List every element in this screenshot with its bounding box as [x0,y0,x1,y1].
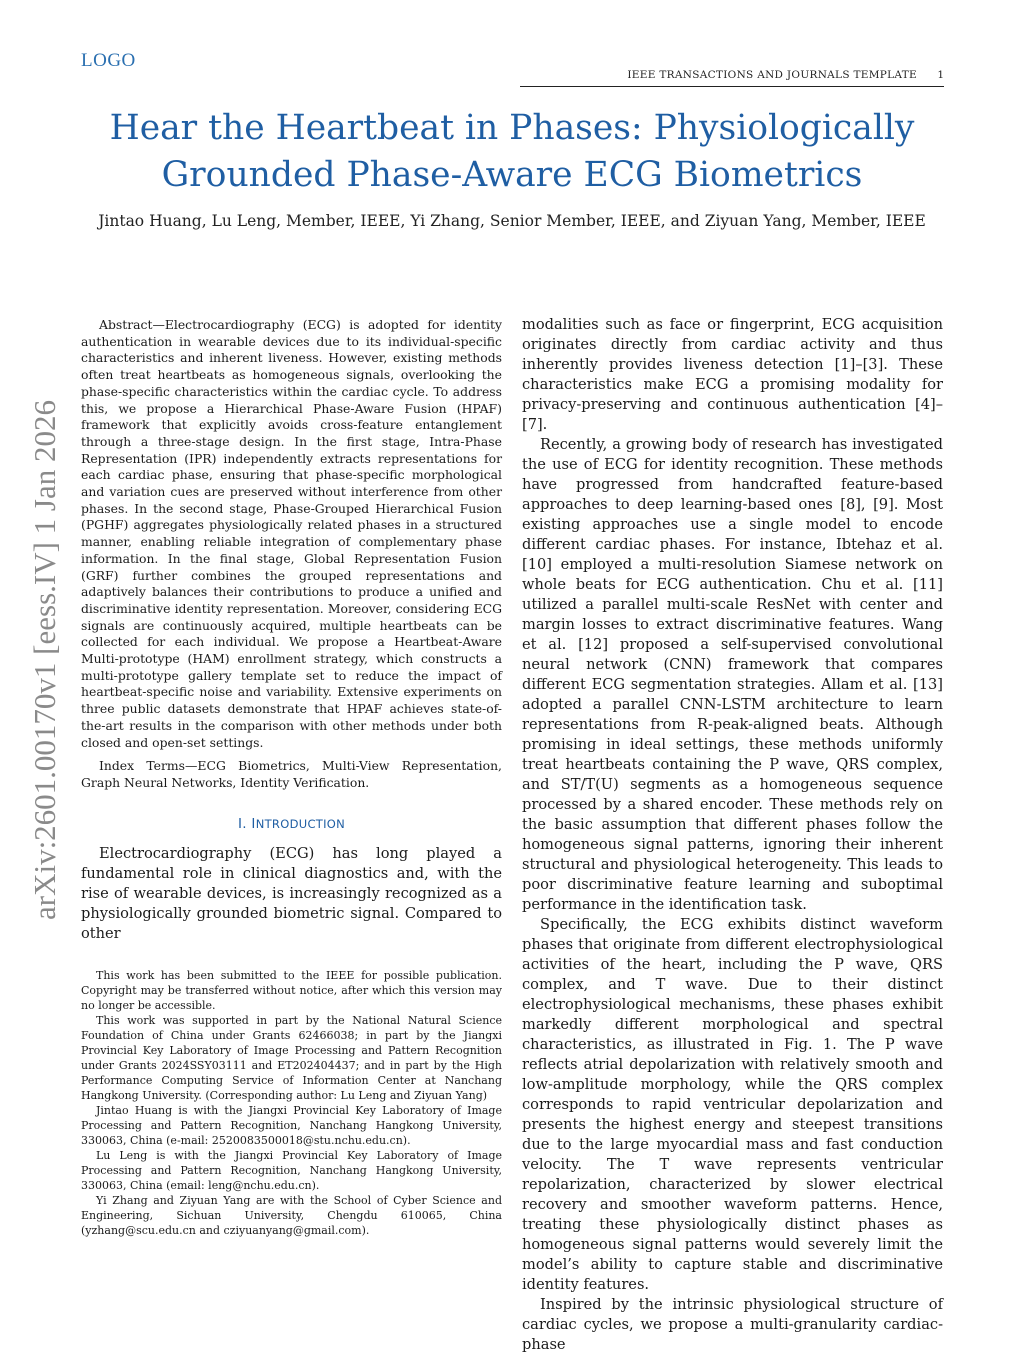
section-title-rest: NTRODUCTION [255,816,346,831]
footnote-author-huang: Jintao Huang is with the Jiangxi Provincial Key Laboratory of Image Processing and Pattern Recognition, Nanchang Hangkong University, 330063, China (e-mail: 2520083500018@stu.nchu.edu.cn). [81,1104,502,1147]
paper-title [60,105,964,199]
title-line-1: Hear the Heartbeat in Phases: Physiologically [109,108,915,148]
intro-paragraph: Electrocardiography (ECG) has long played a fundamental role in clinical diagnostics and, with the rise of wearable devices, is increasingly recognized as a physiologically grounded biometric signal. Compared to other [81,844,502,942]
footnote-submission: This work has been submitted to the IEEE for possible publication. Copyright may be transferred without notice, after which this version may no longer be accessible. [81,969,502,1012]
index-terms: Index Terms—ECG Biometrics, Multi-View Representation, Graph Neural Networks, Identity Verification. [81,758,502,790]
body-paragraph: Specifically, the ECG exhibits distinct waveform phases that originate from different electrophysiological activities of the heart, including the P wave, QRS complex, and T wave. Due to their distinct electrophysiological mechanisms, these phases exhibit markedly different morphological and spectral characteristics, as illustrated in Fig. 1. The P wave reflects atrial depolarization with relatively smooth and low-amplitude morphology, while the QRS complex corresponds to rapid ventricular depolarization and presents the highest energy and steepest transitions due to the large myocardial mass and fast conduction velocity. The T wave represents ventricular repolarization, characterized by slower electrical recovery and smoother waveform patterns. Hence, treating these physiologically distinct phases as homogeneous signal patterns would severely limit the model’s ability to capture stable and discriminative identity features. [522,916,943,1293]
body-paragraph: Inspired by the intrinsic physiological structure of cardiac cycles, we propose a multi-granularity cardiac-phase [522,1296,943,1353]
footnote-funding: This work was supported in part by the National Natural Science Foundation of China under Grants 62466038; in part by the Jiangxi Provincial Key Laboratory of Image Processing and Pattern Recognition under Grants 2024SSY03111 and ET202404437; and in part by the High Performance Computing Service of Information Center at Nanchang Hangkong University. (Corresponding author: Lu Leng and Ziyuan Yang) [81,1014,502,1102]
footnote-author-zhang-yang: Yi Zhang and Ziyuan Yang are with the School of Cyber Science and Engineering, Sichuan University, Chengdu 610065, China (yzhang@scu.edu.cn and cziyuanyang@gmail.com). [81,1194,502,1237]
title-line-2: Grounded Phase-Aware ECG Biometrics [161,155,863,195]
section-title-initial: I [251,815,256,832]
footnote-author-leng: Lu Leng is with the Jiangxi Provincial Key Laboratory of Image Processing and Pattern Recognition, Nanchang Hangkong University, 330063, China (email: leng@nchu.edu.cn). [81,1149,502,1192]
body-paragraph: Recently, a growing body of research has investigated the use of ECG for identity recognition. These methods have progressed from handcrafted feature-based approaches to deep learning-based ones [8], [9]. Most existing approaches use a single model to encode different cardiac phases. For instance, Ibtehaz et al. [10] employed a multi-resolution Siamese network on whole beats for ECG authentication. Chu et al. [11] utilized a parallel multi-scale ResNet with center and margin losses to extract discriminative features. Wang et al. [12] proposed a self-supervised convolutional neural network (CNN) framework that compares different ECG segmentation strategies. Allam et al. [13] adopted a parallel CNN-LSTM architecture to learn representations from R-peak-aligned beats. Although promising in ideal settings, these methods uniformly treat heartbeats containing the P wave, QRS complex, and ST/T(U) segments as a homogeneous sequence processed by a shared encoder. These methods rely on the basic assumption that different phases follow the homogeneous signal patterns, ignoring their inherent structural and physiological heterogeneity. This leads to poor discriminative feature learning and suboptimal performance in the identification task. [522,436,943,913]
author-list: Jintao Huang, Lu Leng, Member, IEEE, Yi Zhang, Senior Member, IEEE, and Ziyuan Yang, Member, IEEE [98,212,926,230]
section-numeral: I. [237,815,247,832]
arxiv-identifier: arXiv:2601.00170v1 [eess.IV] 1 Jan 2026 [27,399,62,921]
running-head [520,68,944,87]
body-paragraph: modalities such as face or fingerprint, ECG acquisition originates directly from cardiac activity and thus inherently provides liveness detection [1]–[3]. These characteristics make ECG a promising modality for privacy-preserving and continuous authentication [4]–[7]. [522,316,943,433]
journal-logo: LOGO [81,50,136,71]
right-column [522,315,943,1355]
journal-name: IEEE TRANSACTIONS AND JOURNALS TEMPLATE [627,69,917,81]
footnotes [81,968,502,1238]
section-heading-introduction [81,816,502,832]
page-number: 1 [937,69,944,81]
abstract: Abstract—Electrocardiography (ECG) is adopted for identity authentication in wearable devices due to its individual-specific characteristics and inherent liveness. However, existing methods often treat heartbeats as homogeneous signals, overlooking the phase-specific characteristics within the cardiac cycle. To address this, we propose a Hierarchical Phase-Aware Fusion (HPAF) framework that explicitly avoids cross-feature entanglement through a three-stage design. In the first stage, Intra-Phase Representation (IPR) independently extracts representations for each cardiac phase, ensuring that phase-specific morphological and variation cues are preserved without interference from other phases. In the second stage, Phase-Grouped Hierarchical Fusion (PGHF) aggregates physiologically related phases in a structured manner, enabling reliable integration of complementary phase information. In the final stage, Global Representation Fusion (GRF) further combines the grouped representations and adaptively balances their contributions to produce a unified and discriminative identity representation. Moreover, considering ECG signals are continuously acquired, multiple heartbeats can be collected for each individual. We propose a Heartbeat-Aware Multi-prototype (HAM) enrollment strategy, which constructs a multi-prototype gallery template set to reduce the impact of heartbeat-specific noise and variability. Extensive experiments on three public datasets demonstrate that HPAF achieves state-of-the-art results in the comparison with other methods under both closed and open-set settings. [81,317,502,750]
left-column [81,317,502,944]
